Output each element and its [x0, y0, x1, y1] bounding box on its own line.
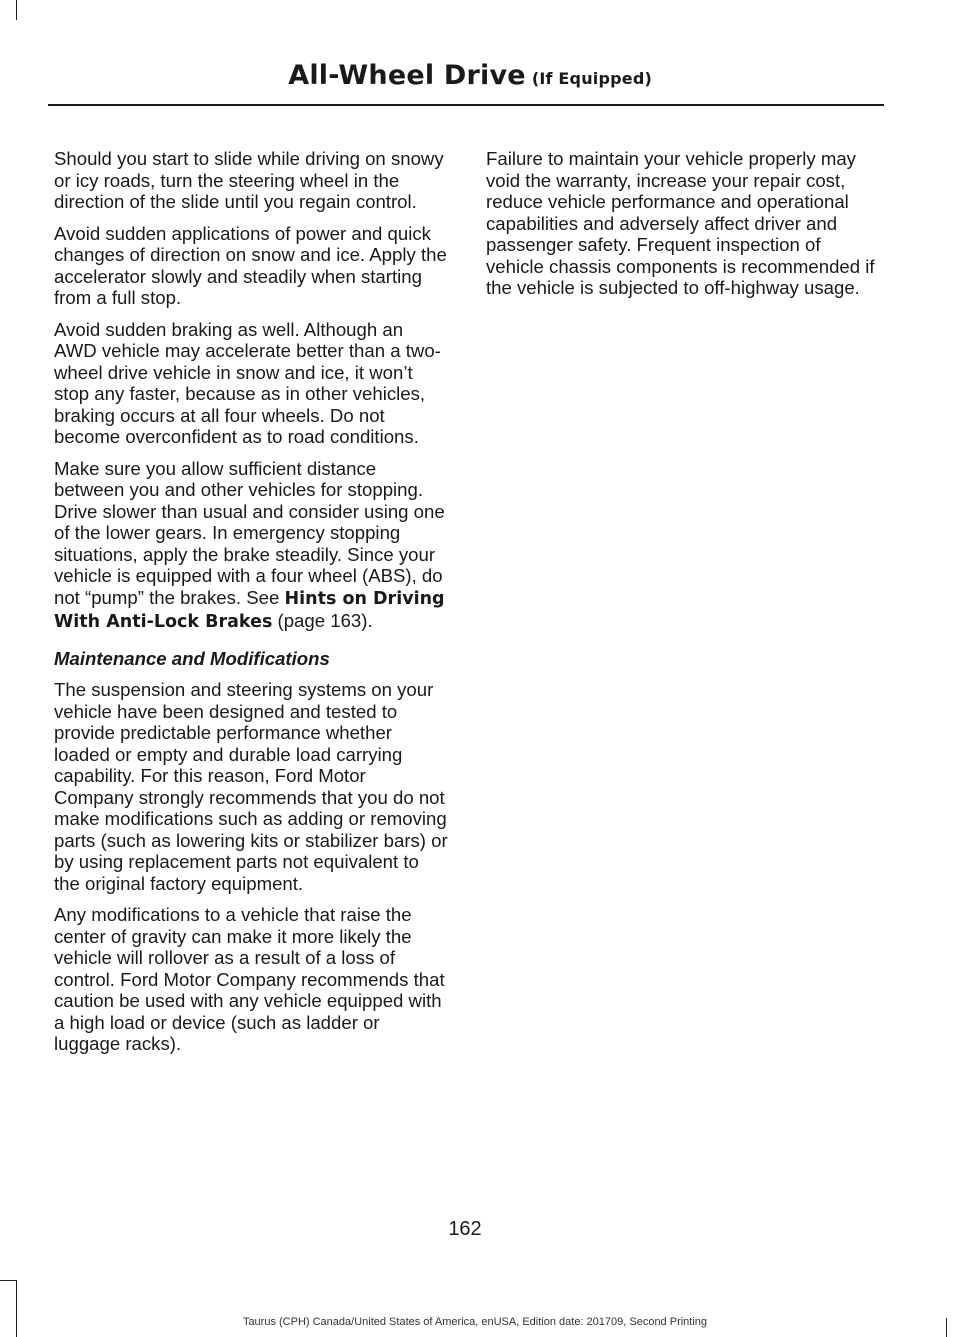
page-title [288, 60, 652, 91]
paragraph-braking: Avoid sudden braking as well. Although an AWD vehicle may accelerate better than a two-wheel drive vehicle in snow and ice, it won’t stop any faster, because as in other vehicles, braking occurs at all four wheels. Do not become overconfident as to road conditions. [54, 318, 441, 447]
paragraph-modifications: Any modifications to a vehicle that raise the center of gravity can make it more likely the vehicle will rollover as a result of a loss of control. Ford Motor Company recommends that caution be used with any vehicle equipped with a high load or device (such as ladder or luggage racks). [54, 904, 445, 1054]
header-divider [48, 104, 884, 106]
paragraph-power-application: Avoid sudden applications of power and quick changes of direction on snow and ice. Apply the accelerator slowly and steadily when starting from a full stop. [54, 222, 447, 308]
page-number: 162 [448, 1218, 482, 1240]
section-heading: Maintenance and Modifications [54, 647, 330, 669]
right-column [486, 148, 880, 309]
crop-mark-bottom-left-v [16, 1280, 17, 1337]
chapter-title: All-Wheel Drive [288, 60, 526, 91]
left-column [54, 148, 448, 1065]
paragraph-slide-control: Should you start to slide while driving on snowy or icy roads, turn the steering wheel in the direction of the slide until you regain control. [54, 148, 444, 212]
paragraph-suspension: The suspension and steering systems on your vehicle have been designed and tested to provide predictable performance whether loaded or empty and durable load carrying capability. For this reason, Ford Motor Company strongly recommends that you do not make modifications such as adding or removing parts (such as lowering kits or stabilizer bars) or by using replacement parts not equivalent to the original factory equipment. [54, 679, 448, 894]
stopping-distance-text: Make sure you allow sufficient distance between you and other vehicles for stopping. Drive slower than usual and consider using one of the lower gears. In emergency stopping situations, apply the brake steadily. Since your vehicle is equipped with a four wheel (ABS), do not “pump” the brakes. See [54, 457, 445, 608]
paragraph-stopping-distance [54, 458, 448, 634]
paragraph-maintenance: Failure to maintain your vehicle properly may void the warranty, increase your repair cost, reduce vehicle performance and operational capabilities and adversely affect driver and passenger safety. Frequent inspection of vehicle chassis components is recommended if the vehicle is subjected to off-highway usage. [486, 148, 875, 298]
edition-line: Taurus (CPH) Canada/United States of America, enUSA, Edition date: 201709, Second Printing [242, 1316, 708, 1328]
page-reference: (page 163). [272, 610, 373, 631]
chapter-subtitle: (If Equipped) [531, 69, 652, 88]
crop-mark-bottom-left-h [0, 1280, 16, 1281]
crop-mark-top-left [16, 0, 17, 20]
cross-reference-link[interactable]: Hints on Driving With Anti-Lock Brakes [54, 588, 445, 632]
